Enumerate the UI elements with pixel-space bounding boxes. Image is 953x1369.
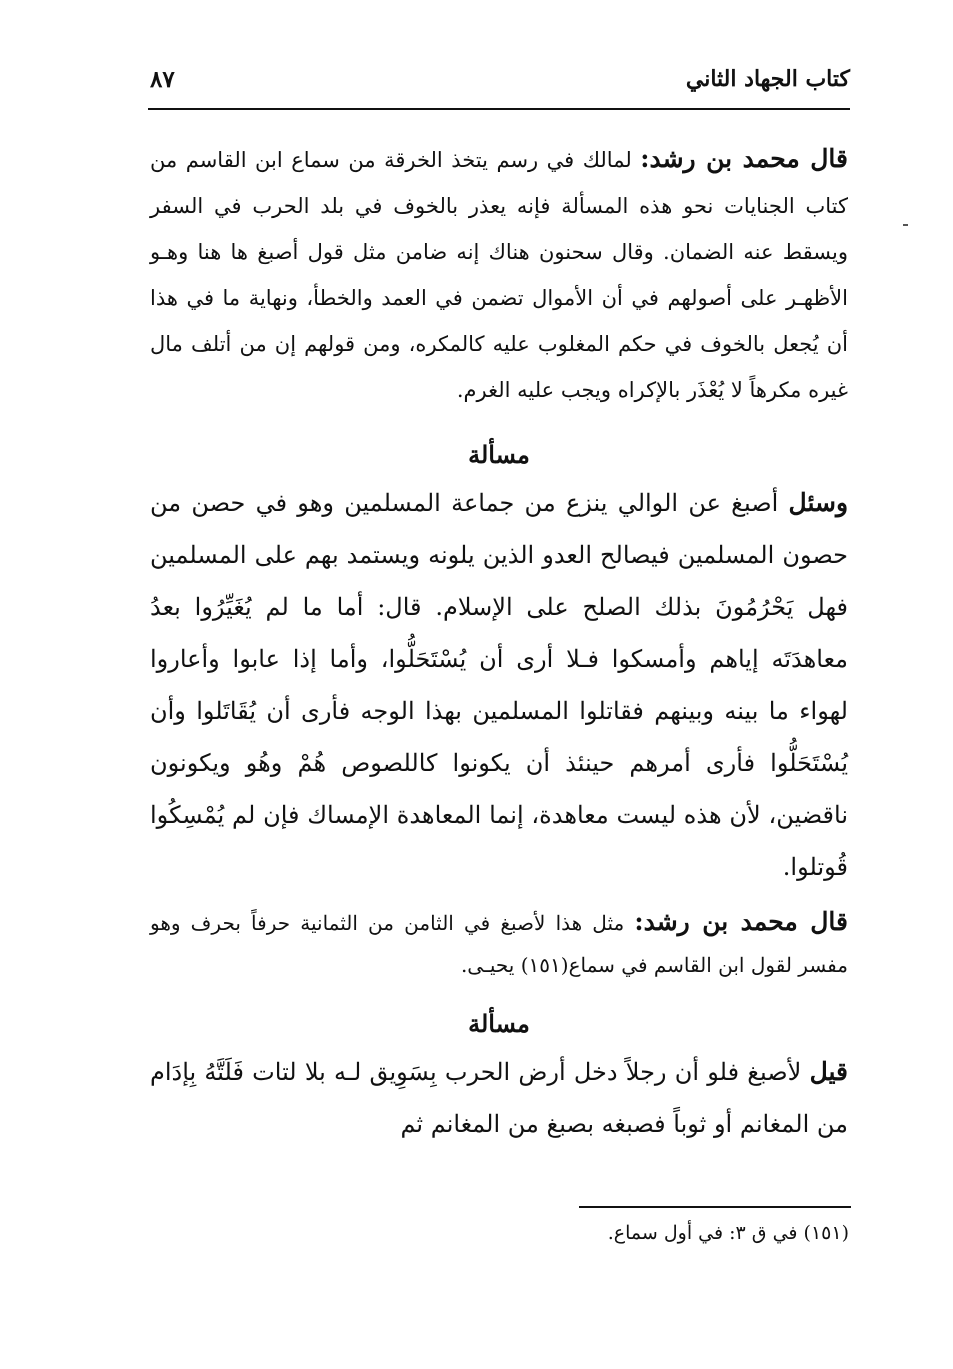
header-divider <box>148 108 850 110</box>
paragraph-text-end: يحيـى. <box>460 953 521 977</box>
running-header <box>148 62 850 106</box>
paragraph-lead: قيل <box>809 1057 849 1086</box>
paragraph-text: لأصبغ فلو أن رجلاً دخل أرض الحرب بِسَوِيق لـه بلا لتات فَلَتَّهُ بِإدَام من المغانم أو ثوباً فصبغه بصبغ من المغانم ثم <box>150 1058 848 1138</box>
paragraph-lead: وسئل <box>788 488 849 517</box>
commentary-paragraph <box>150 136 848 413</box>
paragraph-text: لمالك في رسم يتخذ الخرقة من سماع ابن القاسم من كتاب الجنايات نحو هذه المسألة فإنه يعذر بالخوف في بلد الحرب في السفر ويسقط عنه الضمان. وقال سحنون هناك إنه ضامن مثل قول أصبغ ها هنا وهـو الأظهـر على أصولهم في أن الأموال تضمن في العمد والخطأ، ونهاية ما في هذا أن يُجعل بالخوف في حكم المغلوب عليه كالمكره، ومن قولهم إن من أتلف مال غيره مكرهاً لا يُعْذَر بالإكراه ويجب عليه الغرم. <box>150 148 848 402</box>
paragraph-lead: قال محمد بن رشد: <box>640 144 848 173</box>
question-paragraph <box>150 477 848 893</box>
footnote-divider <box>579 1206 851 1208</box>
margin-mark <box>903 224 908 226</box>
page-number: ٨٧ <box>150 66 175 93</box>
book-title: كتاب الجهاد الثاني <box>685 66 850 92</box>
page-body <box>150 136 848 1150</box>
paragraph-lead: قال محمد بن رشد: <box>634 907 848 936</box>
paragraph-text: مثل هذا لأصبغ في الثامن من الثمانية حرفاً بحرف وهو مفسر لقول ابن القاسم في سماع <box>150 911 848 977</box>
footnote: (١٥١) في ق ٣: في أول سماع. <box>607 1222 849 1244</box>
section-heading: مسألة <box>468 1009 530 1038</box>
question-paragraph <box>150 1046 848 1150</box>
commentary-paragraph <box>150 901 848 986</box>
footnote-reference: (١٥١) <box>520 953 569 977</box>
section-heading: مسألة <box>468 440 530 469</box>
paragraph-text: أصبغ عن الوالي ينزع من جماعة المسلمين وهو في حصن من حصون المسلمين فيصالح العدو الذين يلونه ويستمد بهم على المسلمين فهل يَحْرُمُونَ بذلك الصلح على الإسلام. قال: أما ما لم يُغَيِّرُوا بعدُ معاهدَتَه إياهم وأمسكوا فـلا أرى أن يُسْتَحَلُّوا، وأما إذا عابوا وأعاروا لهواء ما بينه وبينهم فقاتلوا المسلمين بهذا الوجه فأرى أن يُقَاتَلوا وأن يُسْتَحَلُّوا فأرى أمرهم حينئذ أن يكونوا كاللصوص هُمْ وهُو ويكونون ناقضين، لأن هذه ليست معاهدة، إنما المعاهدة الإمساك فإن لم يُمْسِكُوا قُوتلوا. <box>150 489 848 881</box>
